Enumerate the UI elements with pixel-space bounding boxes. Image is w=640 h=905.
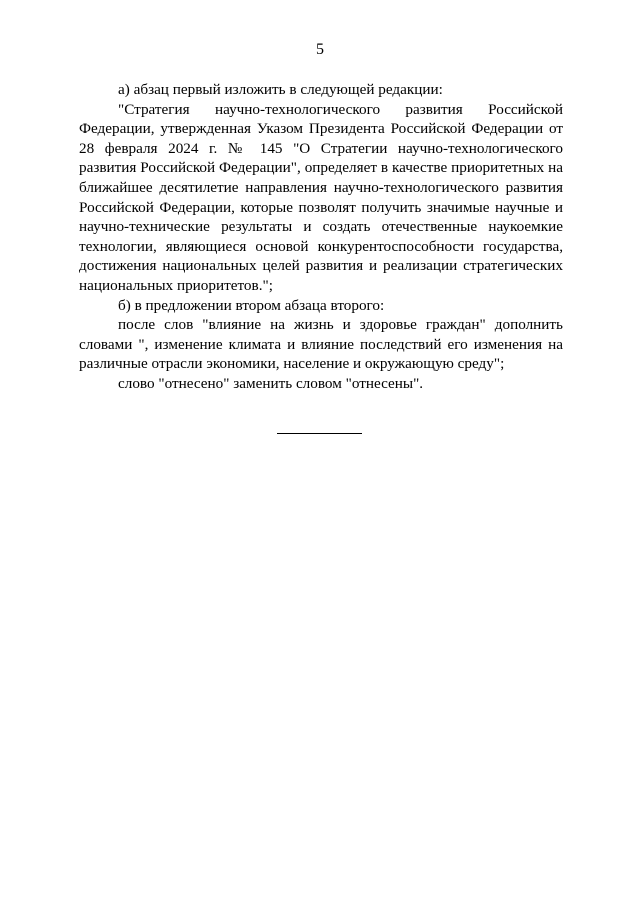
paragraph-strategy-quote: "Стратегия научно-технологического развития Российской Федерации, утвержденная Указом Президента Российской Федерации от 28 февраля 2024 г. № 145 "О Стратегии научно-технологического развития Российской Федерации", определяет в качестве приоритетных на ближайшее десятилетие направления научно-технологического развития Российской Федерации, которые позволят получить значимые научные и научно-технические результаты и создать отечественные наукоемкие технологии, являющиеся основой конкурентоспособности государства, достижения национальных целей развития и реализации стратегических национальных приоритетов."; [79,100,563,294]
paragraph-word-replacement: слово "отнесено" заменить словом "отнесены". [118,374,424,392]
paragraph-climate-addition: после слов "влияние на жизнь и здоровье граждан" дополнить словами ", изменение климата и влияние последствий его изменения на различные отрасли экономики, население и окружающую среду"; [79,316,563,373]
page-number: 5 [316,41,324,58]
document-body [79,80,563,394]
paragraph-b-intro: б) в предложении втором абзаца второго: [118,296,385,314]
paragraph-a-intro: а) абзац первый изложить в следующей редакции: [118,81,443,98]
end-rule-divider [277,433,362,434]
